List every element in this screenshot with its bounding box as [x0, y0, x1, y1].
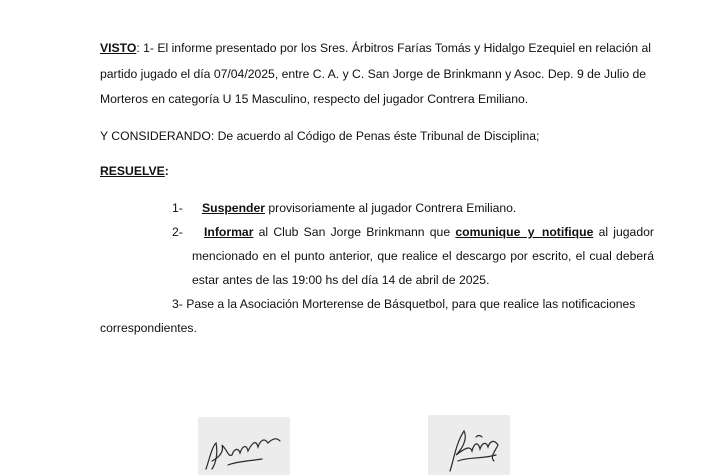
- item-1-action: Suspender: [202, 201, 265, 215]
- item-2-emphasis: comunique y notifique: [455, 225, 594, 239]
- resuelve-heading: [100, 163, 169, 179]
- item-1-text: [202, 200, 516, 216]
- item-2-word: jugador: [613, 225, 654, 239]
- signature-left: [198, 417, 290, 475]
- item-3-line-1: 3- Pase a la Asociación Morterense de Básquetbol, para que realice las notificaciones: [172, 297, 636, 311]
- item-2-line-3: estar antes de las 19:00 hs del día 14 de abril de 2025.: [192, 273, 490, 287]
- item-2-word: que: [429, 225, 451, 239]
- item-1-number: 1-: [172, 201, 183, 215]
- item-1-rest: provisoriamente al jugador Contrera Emiliano.: [265, 201, 517, 215]
- signature-right-scribble: [428, 415, 510, 475]
- item-2-number: 2-: [172, 225, 183, 239]
- visto-text: : 1- El informe presentado por los Sres. Árbitros Farías Tomás y Hidalgo Ezequiel en relación al: [136, 41, 651, 55]
- visto-label: VISTO: [100, 41, 137, 55]
- resuelve-label: RESUELVE: [100, 164, 165, 178]
- item-2-word: Brinkmann: [366, 225, 425, 239]
- item-3-line-2: correspondientes.: [100, 321, 197, 335]
- item-2-word: Club: [273, 225, 299, 239]
- signature-right: [428, 415, 510, 475]
- item-2-action: Informar: [204, 225, 254, 239]
- item-2-line-1: [204, 224, 654, 240]
- resuelve-colon: :: [164, 164, 169, 178]
- item-2-word: San: [303, 225, 326, 239]
- visto-line-3: Morteros en categoría U 15 Masculino, respecto del jugador Contrera Emiliano.: [100, 92, 529, 106]
- signature-left-scribble: [198, 417, 290, 475]
- item-2-line-2: mencionado en el punto anterior, que realice el descargo por escrito, el cual deberá: [192, 249, 654, 263]
- item-2-word: Jorge: [330, 225, 362, 239]
- considerando-paragraph: Y CONSIDERANDO: De acuerdo al Código de Penas éste Tribunal de Disciplina;: [100, 129, 540, 143]
- item-2-word: al: [598, 225, 609, 239]
- visto-line-2: partido jugado el día 07/04/2025, entre C. A. y C. San Jorge de Brinkmann y Asoc. Dep. 9 de Julio de: [100, 67, 647, 81]
- item-2-word: al: [258, 225, 269, 239]
- visto-line-1: [100, 40, 651, 56]
